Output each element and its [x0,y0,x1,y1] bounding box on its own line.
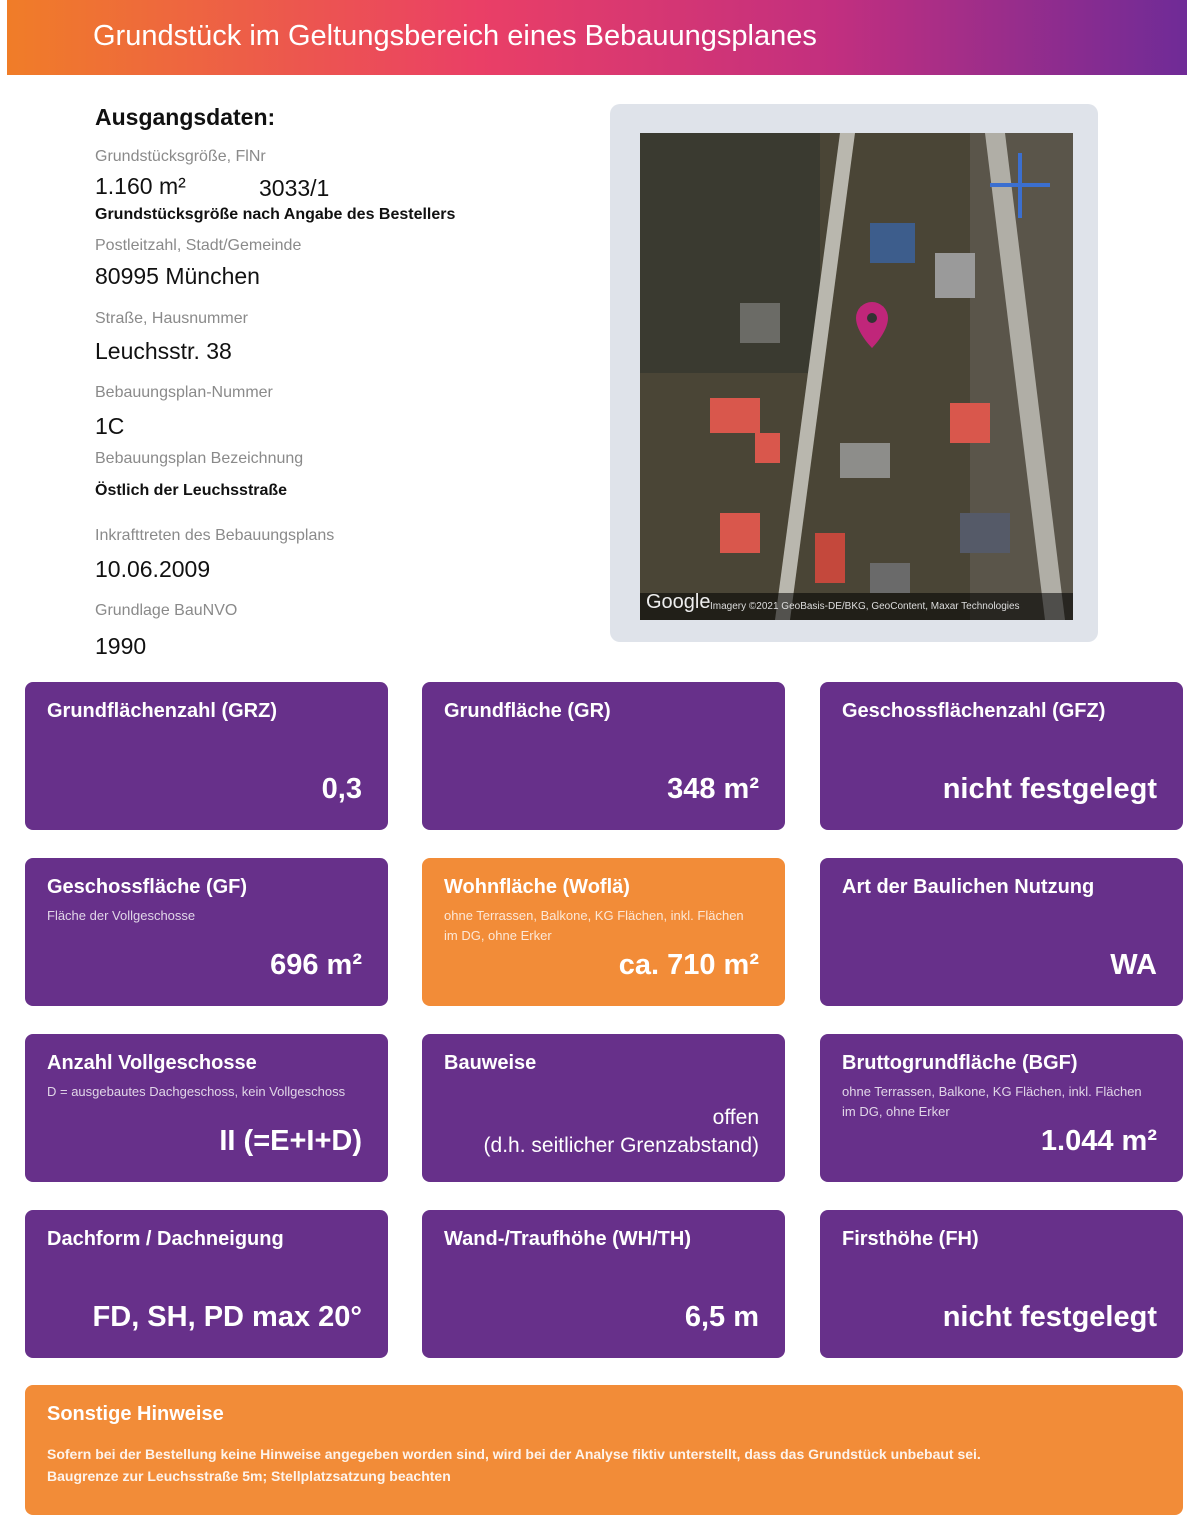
metric-card [820,1210,1183,1358]
baunvo-value: 1990 [95,633,147,659]
map-attribution: Imagery ©2021 GeoBasis-DE/BKG, GeoContent, Maxar Technologies [710,601,1020,612]
card-title: Bauweise [444,1052,537,1074]
metric-card [25,682,388,830]
card-title: Geschossflächenzahl (GFZ) [842,700,1106,722]
card-value: nicht festgelegt [942,1301,1157,1333]
metric-card [820,858,1183,1006]
card-value: 0,3 [321,773,362,805]
city-value: 80995 München [95,263,260,289]
notes-line: Baugrenze zur Leuchsstraße 5m; Stellplatzsatzung beachten [47,1468,451,1484]
notes-line: Sofern bei der Bestellung keine Hinweise angegeben worden sind, wird bei der Analyse fiktiv unterstellt, dass das Grundstück unbebaut sei. [47,1446,981,1462]
card-value: 348 m² [667,773,759,805]
page-header [7,0,1187,75]
card-subtitle: Fläche der Vollgeschosse [47,908,196,923]
base-data-heading: Ausgangsdaten: [95,104,276,130]
size-label: Grundstücksgröße, FlNr [95,148,266,165]
card-value: WA [1110,949,1157,981]
card-title: Anzahl Vollgeschosse [47,1052,257,1074]
card-value: nicht festgelegt [942,773,1157,805]
card-subtitle: D = ausgebautes Dachgeschoss, kein Vollgeschoss [47,1084,346,1099]
card-title: Grundfläche (GR) [444,700,611,722]
bplan-name-value: Östlich der Leuchsstraße [95,482,288,499]
card-subtitle: ohne Terrassen, Balkone, KG Flächen, inkl. Flächen im DG, ohne Erker [444,908,744,943]
notes-title: Sonstige Hinweise [47,1403,224,1425]
street-value: Leuchsstr. 38 [95,338,232,364]
satellite-map[interactable] [640,133,1073,620]
card-value: ca. 710 m² [618,949,759,981]
date-value: 10.06.2009 [95,556,211,582]
bplan-name-label: Bebauungsplan Bezeichnung [95,450,304,467]
card-value: 1.044 m² [1040,1125,1157,1157]
card-title: Bruttogrundfläche (BGF) [842,1052,1078,1074]
card-title: Grundflächenzahl (GRZ) [47,700,277,722]
bplan-nr-value: 1C [95,413,125,439]
satellite-image [640,133,1073,620]
card-title: Art der Baulichen Nutzung [842,876,1095,898]
metric-card [25,1034,388,1182]
card-title: Geschossfläche (GF) [47,876,248,898]
metric-card [25,1210,388,1358]
metric-card [25,858,388,1006]
metric-card [422,1034,785,1182]
card-value [484,1104,759,1160]
card-value-line: (d.h. seitlicher Grenzabstand) [483,1134,759,1157]
page-title: Grundstück im Geltungsbereich eines Bebauungsplanes [93,20,817,52]
card-value: II (=E+I+D) [219,1125,362,1157]
notes-text [47,1443,981,1487]
map-frame [610,104,1098,642]
metric-card [422,858,785,1006]
notes-panel [25,1385,1183,1515]
google-logo: Google [646,591,711,613]
bplan-nr-label: Bebauungsplan-Nummer [95,384,273,401]
size-note: Grundstücksgröße nach Angabe des Bestellers [95,206,456,223]
card-title: Wohnfläche (Woflä) [444,876,630,898]
size-value: 1.160 m² [95,173,186,199]
card-value: FD, SH, PD max 20° [92,1301,362,1333]
metric-card [422,682,785,830]
metric-card [422,1210,785,1358]
card-value: 696 m² [270,949,362,981]
card-subtitle: ohne Terrassen, Balkone, KG Flächen, inkl. Flächen im DG, ohne Erker [842,1084,1142,1119]
card-title: Wand-/Traufhöhe (WH/TH) [444,1228,691,1250]
metric-card [820,1034,1183,1182]
city-label: Postleitzahl, Stadt/Gemeinde [95,237,302,254]
card-value: 6,5 m [684,1301,759,1333]
card-title: Firsthöhe (FH) [842,1228,979,1250]
metric-card [820,682,1183,830]
street-label: Straße, Hausnummer [95,310,248,327]
card-value-line: offen [712,1106,759,1129]
card-title: Dachform / Dachneigung [47,1228,284,1250]
date-label: Inkrafttreten des Bebauungsplans [95,527,335,544]
baunvo-label: Grundlage BauNVO [95,602,238,619]
flnr-value: 3033/1 [259,175,330,201]
